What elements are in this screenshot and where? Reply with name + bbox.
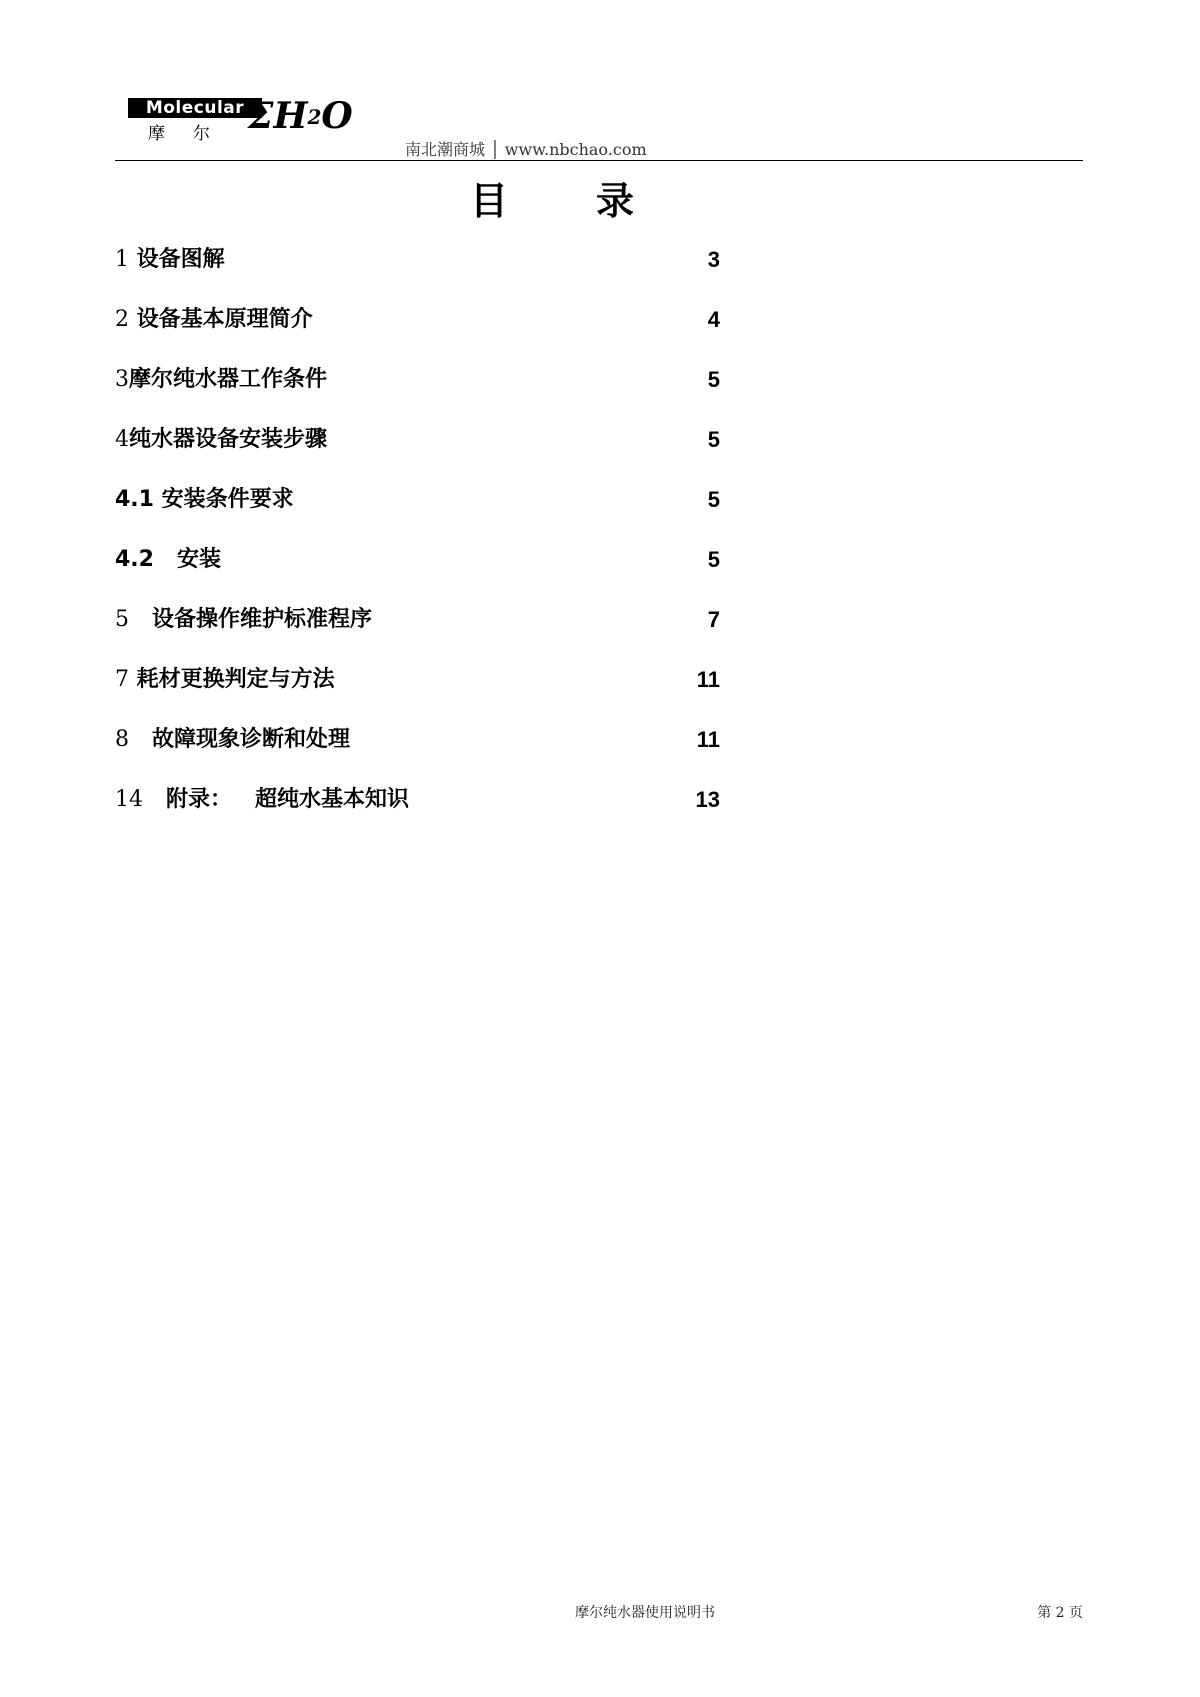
toc-entry-label	[115, 362, 327, 398]
toc-entry-label	[115, 482, 294, 518]
logo-brand-en: Molecular	[128, 98, 262, 118]
toc-entry-number: 4.2	[115, 547, 154, 572]
toc-entry-number: 1	[115, 247, 129, 272]
header-divider	[115, 160, 1083, 161]
toc-entry-number: 4	[115, 427, 129, 452]
toc-entry-text: 附录： 超纯水基本知识	[143, 787, 409, 812]
footer-page-number: 第 2 页	[1037, 1605, 1083, 1621]
toc-entry-text: 设备操作维护标准程序	[129, 607, 372, 632]
toc-entry-page: 11	[696, 667, 720, 692]
toc-entry[interactable]	[115, 422, 720, 482]
toc-entry-text: 安装条件要求	[153, 487, 294, 512]
toc-entry-page: 3	[707, 247, 720, 272]
toc-entry-page: 4	[707, 307, 720, 332]
toc-entry-page: 5	[707, 547, 720, 572]
toc-entry-text: 设备图解	[129, 247, 225, 272]
logo-brand-cn: 摩尔	[148, 124, 238, 144]
toc-entry-text: 安装	[153, 547, 221, 572]
toc-entry-page: 11	[696, 727, 720, 752]
toc-entry[interactable]	[115, 542, 720, 602]
toc-entry-text: 纯水器设备安装步骤	[129, 427, 328, 452]
toc-entry-label	[115, 542, 221, 578]
toc-entry-label	[115, 782, 409, 818]
toc-entry-text: 设备基本原理简介	[129, 307, 313, 332]
logo-sub: 2	[307, 105, 322, 129]
toc-entry-label	[115, 722, 350, 758]
toc-entry[interactable]	[115, 722, 720, 782]
toc-entry[interactable]	[115, 662, 720, 722]
toc-entry[interactable]	[115, 242, 720, 302]
logo-h2o-mark	[248, 94, 353, 139]
toc-entry[interactable]	[115, 302, 720, 362]
toc-entry-number: 7	[115, 667, 129, 692]
toc-entry-number: 4.1	[115, 487, 154, 512]
toc-entry-label	[115, 242, 225, 278]
toc-entry[interactable]	[115, 782, 720, 842]
toc-entry-label	[115, 422, 327, 458]
toc-entry-label	[115, 662, 335, 698]
toc-entry-number: 14	[115, 787, 143, 812]
toc-entry-number: 8	[115, 727, 129, 752]
toc-entry-label	[115, 302, 313, 338]
toc-entry-label	[115, 602, 372, 638]
toc-entry-page: 5	[707, 367, 720, 392]
header-site-text: 南北潮商城 │ www.nbchao.com	[405, 140, 647, 159]
toc-entry-page: 7	[707, 607, 720, 632]
toc-entry[interactable]	[115, 362, 720, 422]
toc-entry-number: 3	[115, 367, 129, 392]
toc-entry-number: 2	[115, 307, 129, 332]
toc-entry-page: 5	[707, 427, 720, 452]
table-of-contents	[115, 242, 720, 842]
logo-sigma: Σ	[248, 95, 274, 137]
page-title: 目录	[470, 179, 723, 223]
logo-h: H	[273, 95, 308, 137]
toc-entry-page: 5	[707, 487, 720, 512]
footer-document-title: 摩尔纯水器使用说明书	[575, 1605, 715, 1621]
toc-entry-text: 摩尔纯水器工作条件	[129, 367, 328, 392]
brand-logo	[118, 92, 353, 148]
logo-o: O	[321, 95, 353, 137]
toc-entry-text: 耗材更换判定与方法	[129, 667, 335, 692]
toc-entry-page: 13	[695, 787, 720, 812]
toc-entry-text: 故障现象诊断和处理	[129, 727, 350, 752]
toc-entry[interactable]	[115, 482, 720, 542]
toc-entry[interactable]	[115, 602, 720, 662]
toc-entry-number: 5	[115, 607, 129, 632]
